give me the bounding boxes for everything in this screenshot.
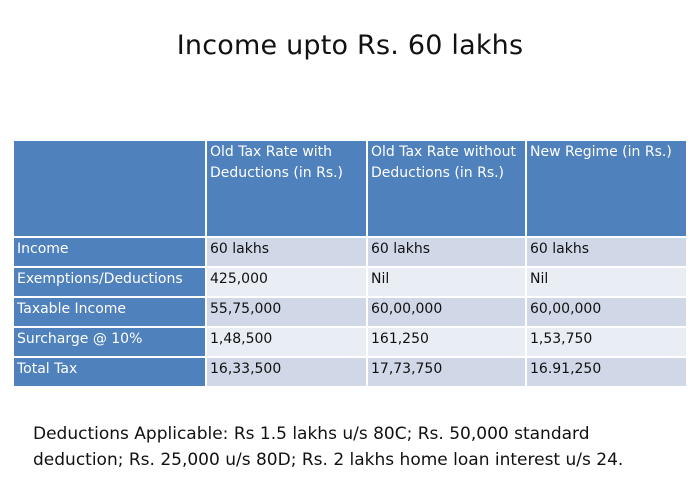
- cell-new-regime: 16.91,250: [526, 357, 686, 386]
- header-old-without-deductions: Old Tax Rate without Deductions (in Rs.): [367, 141, 526, 237]
- table-row-taxable-income: [14, 297, 686, 327]
- cell-new-regime: 60 lakhs: [526, 237, 686, 267]
- deductions-footnote: Deductions Applicable: Rs 1.5 lakhs u/s 80C; Rs. 50,000 standard deduction; Rs. 25,000 u/s 80D; Rs. 2 lakhs home loan interest u/s 24.: [33, 424, 624, 470]
- table-row-surcharge: [14, 327, 686, 357]
- table-row-exemptions: [14, 267, 686, 297]
- header-cell-blank: [14, 141, 206, 237]
- row-label: Surcharge @ 10%: [14, 327, 206, 357]
- table-row-total-tax: [14, 357, 686, 386]
- cell-old-without: 17,73,750: [367, 357, 526, 386]
- table-header-row: [14, 141, 686, 237]
- cell-new-regime: Nil: [526, 267, 686, 297]
- table-row-income: [14, 237, 686, 267]
- cell-old-with: 425,000: [206, 267, 367, 297]
- row-label: Total Tax: [14, 357, 206, 386]
- header-old-with-deductions: Old Tax Rate with Deductions (in Rs.): [206, 141, 367, 237]
- tax-comparison-table: [14, 141, 686, 386]
- cell-new-regime: 1,53,750: [526, 327, 686, 357]
- cell-old-without: Nil: [367, 267, 526, 297]
- cell-old-without: 60,00,000: [367, 297, 526, 327]
- cell-new-regime: 60,00,000: [526, 297, 686, 327]
- row-label: Income: [14, 237, 206, 267]
- header-new-regime: New Regime (in Rs.): [526, 141, 686, 237]
- cell-old-with: 16,33,500: [206, 357, 367, 386]
- page-title: Income upto Rs. 60 lakhs: [176, 30, 524, 61]
- cell-old-with: 60 lakhs: [206, 237, 367, 267]
- cell-old-without: 161,250: [367, 327, 526, 357]
- cell-old-without: 60 lakhs: [367, 237, 526, 267]
- cell-old-with: 1,48,500: [206, 327, 367, 357]
- cell-old-with: 55,75,000: [206, 297, 367, 327]
- row-label: Exemptions/Deductions: [14, 267, 206, 297]
- row-label: Taxable Income: [14, 297, 206, 327]
